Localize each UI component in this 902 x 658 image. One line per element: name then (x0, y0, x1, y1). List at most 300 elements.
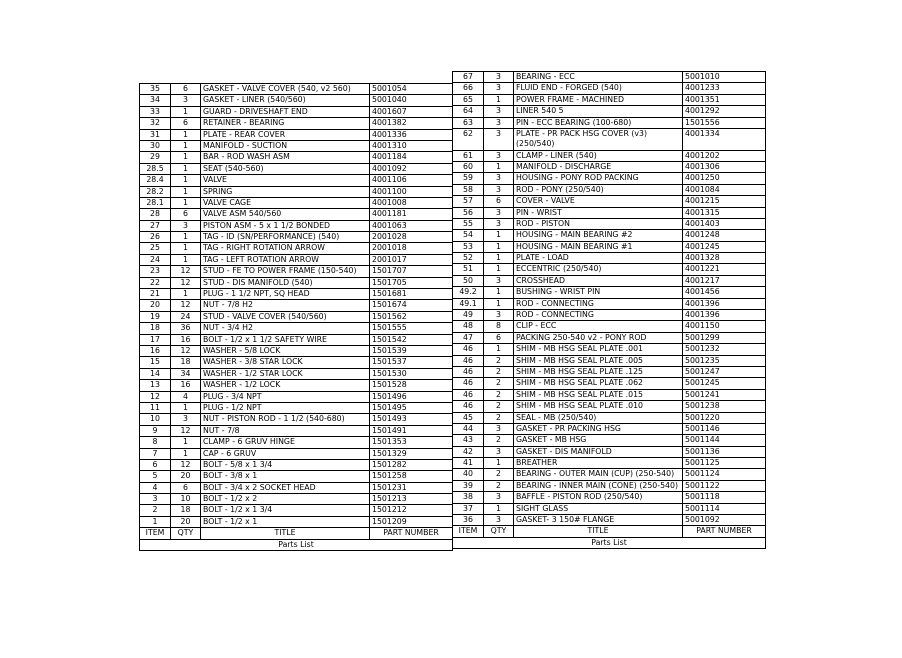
cell-title: BAR - ROD WASH ASM (201, 152, 370, 163)
cell-item: 46 (453, 378, 484, 389)
cell-part: 1501353 (370, 437, 453, 448)
cell-title: TAG - ID (SN/PERFORMANCE) (540) (201, 232, 370, 243)
table-header-row (453, 526, 766, 537)
cell-title: GASKET - LINER (540/560) (201, 95, 370, 106)
cell-item: 49.2 (453, 287, 484, 298)
cell-item: 27 (140, 220, 171, 231)
cell-item: 49.1 (453, 298, 484, 309)
table-row (140, 277, 453, 288)
table-row (140, 175, 453, 186)
table-row (140, 380, 453, 391)
cell-title: POWER FRAME - MACHINED (514, 94, 683, 105)
cell-title: CROSSHEAD (514, 275, 683, 286)
cell-part: 5001054 (370, 84, 453, 95)
cell-item: 65 (453, 94, 484, 105)
cell-title-line: PLATE - PR PACK HSG COVER (v3) (516, 128, 648, 138)
cell-qty: 3 (484, 515, 514, 526)
header-qty: QTY (171, 528, 201, 539)
table-row (140, 414, 453, 425)
table-row (453, 469, 766, 480)
cell-part: 4001306 (683, 161, 766, 172)
table-row (140, 289, 453, 300)
table-row (453, 492, 766, 503)
cell-part: 4001351 (683, 94, 766, 105)
table-row (453, 310, 766, 321)
cell-item: 25 (140, 243, 171, 254)
cell-title: SEAT (540-560) (201, 163, 370, 174)
cell-item: 7 (140, 448, 171, 459)
cell-item: 23 (140, 266, 171, 277)
cell-item: 6 (140, 459, 171, 470)
cell-qty: 3 (484, 173, 514, 184)
cell-item: 28.4 (140, 175, 171, 186)
cell-part: 1501496 (370, 391, 453, 402)
cell-part: 5001146 (683, 423, 766, 434)
cell-qty: 18 (171, 357, 201, 368)
cell-qty: 1 (171, 243, 201, 254)
cell-part: 4001334 (683, 128, 766, 150)
cell-qty: 1 (171, 289, 201, 300)
cell-part: 1501674 (370, 300, 453, 311)
cell-qty: 12 (171, 266, 201, 277)
header-item: ITEM (140, 528, 171, 539)
cell-part: 4001248 (683, 230, 766, 241)
cell-part: 1501681 (370, 289, 453, 300)
cell-item: 30 (140, 140, 171, 151)
cell-part: 4001396 (683, 310, 766, 321)
cell-qty: 1 (171, 140, 201, 151)
cell-title: CLIP - ECC (514, 321, 683, 332)
cell-title: BOLT - 5/8 x 1 3/4 (201, 459, 370, 470)
cell-qty: 6 (171, 84, 201, 95)
cell-title: CLAMP - 6 GRUV HINGE (201, 437, 370, 448)
cell-qty: 20 (171, 516, 201, 527)
table-caption: Parts List (140, 539, 453, 550)
cell-item: 46 (453, 389, 484, 400)
cell-title: VALVE CAGE (201, 197, 370, 208)
cell-qty: 20 (171, 471, 201, 482)
cell-title: SHIM - MB HSG SEAL PLATE .010 (514, 401, 683, 412)
cell-qty: 1 (484, 458, 514, 469)
cell-title: BEARING - INNER MAIN (CONE) (250-540) (514, 480, 683, 491)
cell-title: SHIM - MB HSG SEAL PLATE .062 (514, 378, 683, 389)
cell-title: BAFFLE - PISTON ROD (250/540) (514, 492, 683, 503)
cell-qty: 6 (484, 332, 514, 343)
cell-item: 15 (140, 357, 171, 368)
cell-title: ECCENTRIC (250/540) (514, 264, 683, 275)
cell-part: 5001136 (683, 446, 766, 457)
cell-part: 2001018 (370, 243, 453, 254)
cell-title: PISTON ASM - 5 x 1 1/2 BONDED (201, 220, 370, 231)
table-row (453, 401, 766, 412)
cell-qty: 12 (171, 459, 201, 470)
cell-qty: 24 (171, 311, 201, 322)
table-row (453, 253, 766, 264)
cell-part: 4001100 (370, 186, 453, 197)
cell-title: VALVE ASM 540/560 (201, 209, 370, 220)
table-row (453, 196, 766, 207)
cell-part: 4001215 (683, 196, 766, 207)
cell-qty: 2 (484, 469, 514, 480)
cell-qty: 1 (171, 448, 201, 459)
cell-item: 37 (453, 503, 484, 514)
cell-part: 4001181 (370, 209, 453, 220)
cell-qty: 1 (171, 106, 201, 117)
cell-qty: 2 (484, 366, 514, 377)
cell-title: BEARING - ECC (514, 72, 683, 83)
cell-title: MANIFOLD - SUCTION (201, 140, 370, 151)
cell-item: 44 (453, 423, 484, 434)
cell-title: CAP - 6 GRUV (201, 448, 370, 459)
cell-part: 5001235 (683, 355, 766, 366)
cell-qty: 1 (171, 197, 201, 208)
cell-qty: 6 (171, 118, 201, 129)
table-row (453, 355, 766, 366)
table-row (453, 72, 766, 83)
cell-qty: 12 (171, 300, 201, 311)
cell-part: 2001028 (370, 232, 453, 243)
table-row (453, 287, 766, 298)
cell-part: 5001124 (683, 469, 766, 480)
cell-item: 21 (140, 289, 171, 300)
cell-title: ROD - CONNECTING (514, 298, 683, 309)
table-row (140, 368, 453, 379)
cell-part: 5001247 (683, 366, 766, 377)
cell-item: 16 (140, 345, 171, 356)
cell-title: BOLT - 1/2 x 1 1/2 SAFETY WIRE (201, 334, 370, 345)
table-row (140, 266, 453, 277)
table-row (140, 163, 453, 174)
cell-title: BOLT - 1/2 x 2 (201, 494, 370, 505)
cell-item: 28 (140, 209, 171, 220)
cell-qty: 1 (484, 94, 514, 105)
cell-title: ROD - CONNECTING (514, 310, 683, 321)
cell-title: COVER - VALVE (514, 196, 683, 207)
cell-part: 4001008 (370, 197, 453, 208)
cell-part: 5001241 (683, 389, 766, 400)
cell-qty: 1 (484, 253, 514, 264)
cell-part: 1501555 (370, 323, 453, 334)
table-row (453, 412, 766, 423)
table-row (140, 494, 453, 505)
table-row (453, 332, 766, 343)
cell-title: BUSHING - WRIST PIN (514, 287, 683, 298)
cell-item: 17 (140, 334, 171, 345)
cell-title: SHIM - MB HSG SEAL PLATE .125 (514, 366, 683, 377)
table-row (140, 197, 453, 208)
table-row (453, 389, 766, 400)
cell-title: PLATE - REAR COVER (201, 129, 370, 140)
cell-qty: 1 (171, 437, 201, 448)
cell-part: 1501495 (370, 402, 453, 413)
cell-title: PACKING 250-540 v2 - PONY ROD (514, 332, 683, 343)
table-caption: Parts List (453, 537, 766, 548)
cell-qty: 2 (484, 389, 514, 400)
cell-item: 59 (453, 173, 484, 184)
table-caption-row (140, 539, 453, 550)
cell-part: 5001245 (683, 378, 766, 389)
cell-part: 5001114 (683, 503, 766, 514)
cell-part: 5001118 (683, 492, 766, 503)
table-row (453, 378, 766, 389)
table-row (453, 480, 766, 491)
cell-qty: 1 (171, 152, 201, 163)
cell-item: 67 (453, 72, 484, 83)
table-row (453, 230, 766, 241)
cell-item: 62 (453, 128, 484, 150)
cell-qty: 6 (484, 196, 514, 207)
cell-item: 58 (453, 184, 484, 195)
cell-part: 4001245 (683, 241, 766, 252)
cell-part: 1501209 (370, 516, 453, 527)
cell-part: 1501705 (370, 277, 453, 288)
cell-item: 52 (453, 253, 484, 264)
cell-item: 46 (453, 355, 484, 366)
table-row (453, 446, 766, 457)
table-row (453, 503, 766, 514)
cell-item: 34 (140, 95, 171, 106)
cell-qty: 1 (171, 129, 201, 140)
cell-title: STUD - FE TO POWER FRAME (150-540) (201, 266, 370, 277)
cell-item: 8 (140, 437, 171, 448)
cell-item: 13 (140, 380, 171, 391)
header-part: PART NUMBER (370, 528, 453, 539)
cell-qty: 2 (484, 435, 514, 446)
cell-title: HOUSING - PONY ROD PACKING (514, 173, 683, 184)
cell-title: BREATHER (514, 458, 683, 469)
cell-qty: 2 (484, 480, 514, 491)
cell-part: 4001150 (683, 321, 766, 332)
cell-title: WASHER - 3/8 STAR LOCK (201, 357, 370, 368)
table-row (453, 298, 766, 309)
cell-title: PLATE - LOAD (514, 253, 683, 264)
cell-title: GASKET - MB HSG (514, 435, 683, 446)
table-row (140, 106, 453, 117)
cell-qty: 1 (171, 254, 201, 265)
table-row (140, 459, 453, 470)
cell-title: SHIM - MB HSG SEAL PLATE .005 (514, 355, 683, 366)
header-item: ITEM (453, 526, 484, 537)
table-caption-row (453, 537, 766, 548)
cell-qty: 36 (171, 323, 201, 334)
cell-qty: 3 (171, 414, 201, 425)
cell-item: 56 (453, 207, 484, 218)
table-row (140, 482, 453, 493)
table-row (453, 218, 766, 229)
cell-qty: 3 (171, 95, 201, 106)
table-row (140, 471, 453, 482)
cell-item: 26 (140, 232, 171, 243)
cell-part: 4001382 (370, 118, 453, 129)
table-row (140, 140, 453, 151)
table-row (140, 243, 453, 254)
cell-title: TAG - RIGHT ROTATION ARROW (201, 243, 370, 254)
cell-item: 38 (453, 492, 484, 503)
cell-title: GASKET - VALVE COVER (540, v2 560) (201, 84, 370, 95)
cell-title: HOUSING - MAIN BEARING #2 (514, 230, 683, 241)
cell-qty: 10 (171, 494, 201, 505)
cell-part: 1501282 (370, 459, 453, 470)
cell-qty: 1 (171, 402, 201, 413)
cell-title: WASHER - 1/2 LOCK (201, 380, 370, 391)
cell-qty: 3 (484, 275, 514, 286)
header-title: TITLE (514, 526, 683, 537)
table-row (140, 129, 453, 140)
cell-title: STUD - DIS MANIFOLD (540) (201, 277, 370, 288)
cell-item: 18 (140, 323, 171, 334)
cell-item: 45 (453, 412, 484, 423)
header-qty: QTY (484, 526, 514, 537)
cell-title (514, 128, 683, 150)
cell-item: 9 (140, 425, 171, 436)
cell-item: 33 (140, 106, 171, 117)
table-row (453, 366, 766, 377)
cell-item: 48 (453, 321, 484, 332)
cell-part: 4001607 (370, 106, 453, 117)
cell-qty: 3 (484, 492, 514, 503)
table-row (140, 516, 453, 527)
cell-qty: 1 (484, 161, 514, 172)
table-row (453, 423, 766, 434)
table-row (140, 84, 453, 95)
cell-title: NUT - PISTON ROD - 1 1/2 (540-680) (201, 414, 370, 425)
cell-title: HOUSING - MAIN BEARING #1 (514, 241, 683, 252)
table-row (453, 435, 766, 446)
table-row (453, 150, 766, 161)
cell-part: 4001292 (683, 106, 766, 117)
cell-item: 14 (140, 368, 171, 379)
cell-part: 4001403 (683, 218, 766, 229)
cell-title: SHIM - MB HSG SEAL PLATE .001 (514, 344, 683, 355)
cell-qty: 12 (171, 345, 201, 356)
cell-part: 4001184 (370, 152, 453, 163)
cell-title: ROD - PISTON (514, 218, 683, 229)
cell-title: GASKET- 3 150# FLANGE (514, 515, 683, 526)
cell-part: 5001299 (683, 332, 766, 343)
cell-part: 4001221 (683, 264, 766, 275)
table-row (453, 83, 766, 94)
cell-item: 46 (453, 344, 484, 355)
cell-title: RETAINER - BEARING (201, 118, 370, 129)
cell-title: PLUG - 3/4 NPT (201, 391, 370, 402)
cell-part: 4001456 (683, 287, 766, 298)
cell-qty: 4 (171, 391, 201, 402)
cell-item: 39 (453, 480, 484, 491)
header-part: PART NUMBER (683, 526, 766, 537)
cell-title: SHIM - MB HSG SEAL PLATE .015 (514, 389, 683, 400)
cell-qty: 3 (171, 220, 201, 231)
cell-item: 11 (140, 402, 171, 413)
table-row (140, 323, 453, 334)
cell-qty: 1 (171, 175, 201, 186)
cell-title: BEARING - OUTER MAIN (CUP) (250-540) (514, 469, 683, 480)
cell-qty: 6 (171, 209, 201, 220)
cell-qty: 3 (484, 83, 514, 94)
cell-item: 4 (140, 482, 171, 493)
cell-item: 10 (140, 414, 171, 425)
table-row (140, 402, 453, 413)
cell-part: 1501556 (683, 117, 766, 128)
cell-qty: 1 (484, 287, 514, 298)
cell-item: 28.2 (140, 186, 171, 197)
cell-qty: 1 (484, 344, 514, 355)
cell-part: 4001063 (370, 220, 453, 231)
table-row (140, 300, 453, 311)
table-row (140, 345, 453, 356)
table-row (453, 117, 766, 128)
cell-item: 3 (140, 494, 171, 505)
cell-part: 4001233 (683, 83, 766, 94)
cell-part: 1501212 (370, 505, 453, 516)
cell-title: PIN - ECC BEARING (100-680) (514, 117, 683, 128)
table-row (140, 311, 453, 322)
cell-item: 32 (140, 118, 171, 129)
table-row (140, 152, 453, 163)
cell-part: 4001106 (370, 175, 453, 186)
header-title: TITLE (201, 528, 370, 539)
table-row (140, 220, 453, 231)
cell-part: 4001336 (370, 129, 453, 140)
cell-item: 36 (453, 515, 484, 526)
cell-qty: 16 (171, 380, 201, 391)
right-parts-list-table (452, 71, 766, 549)
cell-item: 22 (140, 277, 171, 288)
cell-part: 5001040 (370, 95, 453, 106)
cell-part: 2001017 (370, 254, 453, 265)
cell-part: 5001144 (683, 435, 766, 446)
table-row (140, 437, 453, 448)
table-row (140, 425, 453, 436)
cell-qty: 3 (484, 184, 514, 195)
cell-title-line: (250/540) (516, 139, 555, 149)
cell-part: 1501491 (370, 425, 453, 436)
cell-item: 28.1 (140, 197, 171, 208)
table-row (140, 254, 453, 265)
cell-qty: 2 (484, 378, 514, 389)
cell-qty: 1 (484, 503, 514, 514)
cell-title: MANIFOLD - DISCHARGE (514, 161, 683, 172)
table-row (140, 186, 453, 197)
cell-part: 4001084 (683, 184, 766, 195)
cell-qty: 1 (171, 232, 201, 243)
table-row (453, 173, 766, 184)
cell-qty: 3 (484, 423, 514, 434)
cell-item: 35 (140, 84, 171, 95)
cell-item: 47 (453, 332, 484, 343)
cell-item: 2 (140, 505, 171, 516)
cell-title: VALVE (201, 175, 370, 186)
cell-qty: 34 (171, 368, 201, 379)
cell-part: 4001217 (683, 275, 766, 286)
cell-item: 57 (453, 196, 484, 207)
cell-item: 12 (140, 391, 171, 402)
cell-title: BOLT - 3/4 x 2 SOCKET HEAD (201, 482, 370, 493)
cell-part: 4001092 (370, 163, 453, 174)
cell-part: 4001310 (370, 140, 453, 151)
cell-title: FLUID END - FORGED (540) (514, 83, 683, 94)
cell-item: 41 (453, 458, 484, 469)
cell-qty: 1 (484, 230, 514, 241)
cell-qty: 1 (484, 264, 514, 275)
cell-title: ROD - PONY (250/540) (514, 184, 683, 195)
cell-part: 1501528 (370, 380, 453, 391)
cell-qty: 6 (171, 482, 201, 493)
cell-item: 66 (453, 83, 484, 94)
cell-qty: 3 (484, 106, 514, 117)
cell-item: 50 (453, 275, 484, 286)
cell-part: 5001238 (683, 401, 766, 412)
cell-item: 46 (453, 401, 484, 412)
